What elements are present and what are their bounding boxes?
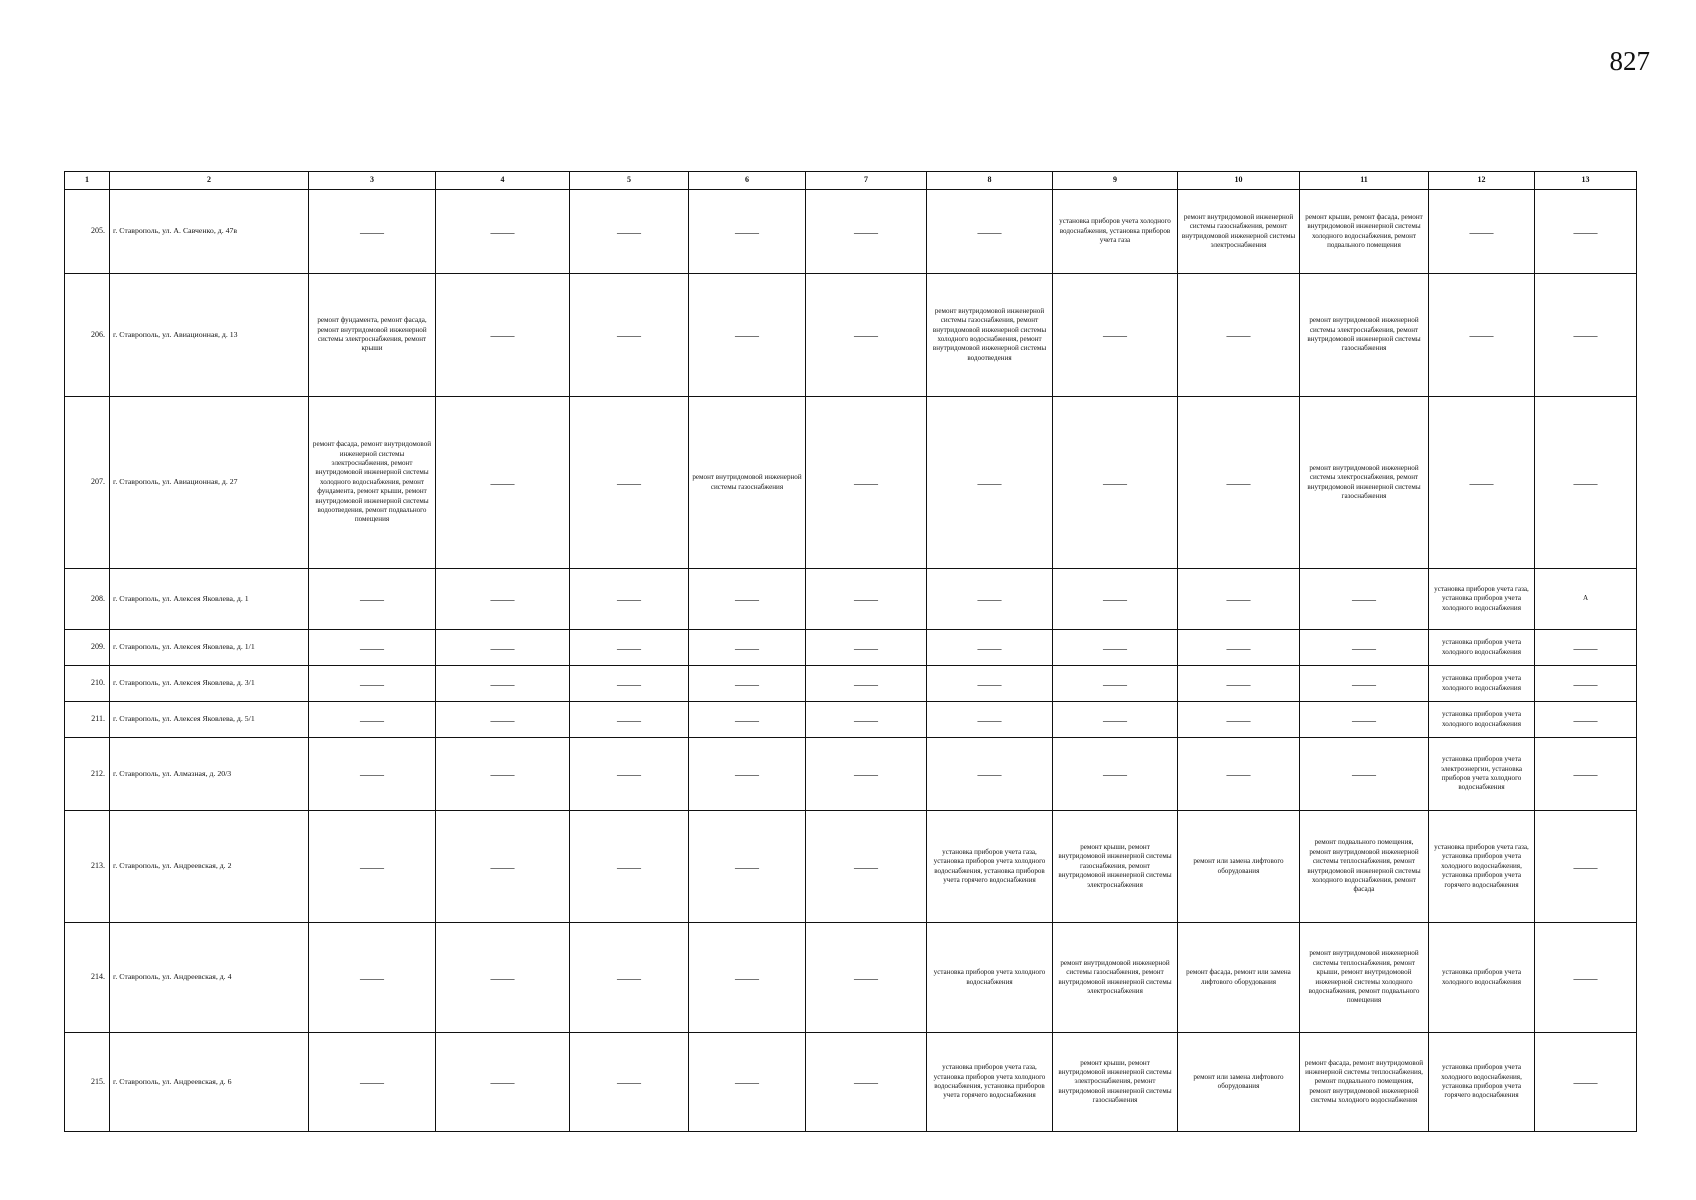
empty-dash-cell: —— — [806, 274, 927, 397]
table-row — [65, 923, 1637, 1033]
work-type-cell: ремонт внутридомовой инженерной системы газоснабжения, ремонт внутридомовой инженерной системы электроснабжения — [1053, 923, 1178, 1033]
empty-dash-cell: —— — [436, 190, 570, 274]
column-number: 10 — [1178, 172, 1300, 190]
work-type-cell: установка приборов учета газа, установка приборов учета холодного водоснабжения, установка приборов учета горячего водоснабжения — [927, 1033, 1053, 1132]
work-type-cell: установка приборов учета холодного водоснабжения — [927, 923, 1053, 1033]
work-type-cell: ремонт крыши, ремонт внутридомовой инженерной системы газоснабжения, ремонт внутридомовой инженерной системы электроснабжения — [1053, 811, 1178, 923]
column-number: 13 — [1535, 172, 1637, 190]
work-type-cell: ремонт внутридомовой инженерной системы электроснабжения, ремонт внутридомовой инженерной системы газоснабжения — [1300, 397, 1429, 569]
table-row — [65, 738, 1637, 811]
empty-dash-cell: —— — [1300, 666, 1429, 702]
page-number: 827 — [1609, 46, 1650, 76]
empty-dash-cell: —— — [927, 190, 1053, 274]
empty-dash-cell: —— — [436, 923, 570, 1033]
empty-dash-cell: —— — [309, 811, 436, 923]
empty-dash-cell: —— — [1535, 630, 1637, 666]
empty-dash-cell: —— — [927, 666, 1053, 702]
table-row — [65, 1033, 1637, 1132]
address-cell: г. Ставрополь, ул. Андреевская, д. 4 — [110, 923, 309, 1033]
address-cell: г. Ставрополь, ул. Авиационная, д. 13 — [110, 274, 309, 397]
empty-dash-cell: —— — [1535, 923, 1637, 1033]
row-number: 210. — [65, 666, 110, 702]
column-number: 12 — [1429, 172, 1535, 190]
empty-dash-cell: —— — [1053, 397, 1178, 569]
empty-dash-cell: —— — [436, 274, 570, 397]
empty-dash-cell: —— — [1053, 569, 1178, 630]
work-type-cell: установка приборов учета холодного водоснабжения — [1429, 630, 1535, 666]
work-type-cell: установка приборов учета холодного водоснабжения, установка приборов учета газа — [1053, 190, 1178, 274]
empty-dash-cell: —— — [570, 811, 689, 923]
empty-dash-cell: —— — [806, 630, 927, 666]
column-number: 11 — [1300, 172, 1429, 190]
empty-dash-cell: —— — [927, 569, 1053, 630]
empty-dash-cell: —— — [1535, 190, 1637, 274]
column-number: 5 — [570, 172, 689, 190]
address-cell: г. Ставрополь, ул. Алексея Яковлева, д. 1 — [110, 569, 309, 630]
empty-dash-cell: —— — [689, 738, 806, 811]
empty-dash-cell: —— — [309, 1033, 436, 1132]
empty-dash-cell: —— — [1429, 190, 1535, 274]
empty-dash-cell: —— — [570, 666, 689, 702]
table-row — [65, 630, 1637, 666]
empty-dash-cell: —— — [689, 811, 806, 923]
row-number: 212. — [65, 738, 110, 811]
empty-dash-cell: —— — [927, 738, 1053, 811]
empty-dash-cell: —— — [436, 666, 570, 702]
empty-dash-cell: —— — [436, 811, 570, 923]
empty-dash-cell: —— — [1178, 630, 1300, 666]
empty-dash-cell: —— — [570, 190, 689, 274]
empty-dash-cell: —— — [309, 190, 436, 274]
empty-dash-cell: —— — [436, 397, 570, 569]
empty-dash-cell: —— — [689, 569, 806, 630]
row-number: 205. — [65, 190, 110, 274]
row-number: 213. — [65, 811, 110, 923]
address-cell: г. Ставрополь, ул. Алмазная, д. 20/3 — [110, 738, 309, 811]
empty-dash-cell: —— — [1535, 274, 1637, 397]
empty-dash-cell: —— — [570, 569, 689, 630]
work-type-cell: установка приборов учета газа, установка приборов учета холодного водоснабжения, установка приборов учета горячего водоснабжения — [927, 811, 1053, 923]
empty-dash-cell: —— — [570, 397, 689, 569]
row-number: 209. — [65, 630, 110, 666]
table-row — [65, 702, 1637, 738]
empty-dash-cell: —— — [309, 666, 436, 702]
empty-dash-cell: —— — [436, 569, 570, 630]
column-number: 9 — [1053, 172, 1178, 190]
work-type-cell: установка приборов учета электроэнергии, установка приборов учета холодного водоснабжения — [1429, 738, 1535, 811]
empty-dash-cell: —— — [806, 811, 927, 923]
row-number: 215. — [65, 1033, 110, 1132]
empty-dash-cell: —— — [309, 569, 436, 630]
work-type-cell: А — [1535, 569, 1637, 630]
empty-dash-cell: —— — [1429, 397, 1535, 569]
empty-dash-cell: —— — [689, 274, 806, 397]
empty-dash-cell: —— — [689, 702, 806, 738]
empty-dash-cell: —— — [806, 702, 927, 738]
empty-dash-cell: —— — [1535, 1033, 1637, 1132]
work-type-cell: ремонт внутридомовой инженерной системы газоснабжения, ремонт внутридомовой инженерной системы холодного водоснабжения, ремонт внутридомовой инженерной системы водоотведения — [927, 274, 1053, 397]
address-cell: г. Ставрополь, ул. Алексея Яковлева, д. 3/1 — [110, 666, 309, 702]
empty-dash-cell: —— — [436, 702, 570, 738]
empty-dash-cell: —— — [570, 702, 689, 738]
table-row — [65, 811, 1637, 923]
empty-dash-cell: —— — [1178, 274, 1300, 397]
column-number: 1 — [65, 172, 110, 190]
column-number: 3 — [309, 172, 436, 190]
header-row — [65, 172, 1637, 190]
work-type-cell: ремонт фундамента, ремонт фасада, ремонт внутридомовой инженерной системы электроснабжения, ремонт крыши — [309, 274, 436, 397]
table-row — [65, 190, 1637, 274]
empty-dash-cell: —— — [927, 630, 1053, 666]
empty-dash-cell: —— — [570, 274, 689, 397]
column-number: 6 — [689, 172, 806, 190]
column-number: 4 — [436, 172, 570, 190]
empty-dash-cell: —— — [1053, 274, 1178, 397]
empty-dash-cell: —— — [1300, 569, 1429, 630]
column-number: 2 — [110, 172, 309, 190]
empty-dash-cell: —— — [806, 666, 927, 702]
work-type-cell: ремонт внутридомовой инженерной системы теплоснабжения, ремонт крыши, ремонт внутридомовой инженерной системы холодного водоснабжения, ремонт подвального помещения — [1300, 923, 1429, 1033]
empty-dash-cell: —— — [1053, 666, 1178, 702]
empty-dash-cell: —— — [1535, 397, 1637, 569]
empty-dash-cell: —— — [1178, 666, 1300, 702]
empty-dash-cell: —— — [1429, 274, 1535, 397]
repair-schedule-table — [64, 171, 1637, 1132]
empty-dash-cell: —— — [309, 923, 436, 1033]
empty-dash-cell: —— — [927, 702, 1053, 738]
work-type-cell: ремонт крыши, ремонт фасада, ремонт внутридомовой инженерной системы холодного водоснабжения, ремонт подвального помещения — [1300, 190, 1429, 274]
empty-dash-cell: —— — [689, 630, 806, 666]
row-number: 206. — [65, 274, 110, 397]
empty-dash-cell: —— — [689, 190, 806, 274]
empty-dash-cell: —— — [1535, 811, 1637, 923]
empty-dash-cell: —— — [806, 397, 927, 569]
empty-dash-cell: —— — [570, 630, 689, 666]
empty-dash-cell: —— — [570, 738, 689, 811]
table-row — [65, 569, 1637, 630]
empty-dash-cell: —— — [1053, 630, 1178, 666]
empty-dash-cell: —— — [689, 923, 806, 1033]
work-type-cell: ремонт фасада, ремонт внутридомовой инженерной системы теплоснабжения, ремонт подвального помещения, ремонт внутридомовой инженерной системы холодного водоснабжения — [1300, 1033, 1429, 1132]
work-type-cell: ремонт фасада, ремонт внутридомовой инженерной системы электроснабжения, ремонт внутридомовой инженерной системы холодного водоснабжения, ремонт фундамента, ремонт крыши, ремонт внутридомовой инженерной системы водоотведения, ремонт подвального помещения — [309, 397, 436, 569]
address-cell: г. Ставрополь, ул. Андреевская, д. 2 — [110, 811, 309, 923]
table-row — [65, 274, 1637, 397]
empty-dash-cell: —— — [1178, 569, 1300, 630]
work-type-cell: ремонт внутридомовой инженерной системы электроснабжения, ремонт внутридомовой инженерной системы газоснабжения — [1300, 274, 1429, 397]
empty-dash-cell: —— — [1535, 666, 1637, 702]
work-type-cell: установка приборов учета холодного водоснабжения — [1429, 702, 1535, 738]
empty-dash-cell: —— — [1178, 738, 1300, 811]
column-number: 7 — [806, 172, 927, 190]
row-number: 211. — [65, 702, 110, 738]
empty-dash-cell: —— — [1535, 702, 1637, 738]
work-type-cell: ремонт подвального помещения, ремонт внутридомовой инженерной системы теплоснабжения, ремонт внутридомовой инженерной системы холодного водоснабжения, ремонт фасада — [1300, 811, 1429, 923]
work-type-cell: установка приборов учета холодного водоснабжения — [1429, 666, 1535, 702]
empty-dash-cell: —— — [806, 190, 927, 274]
work-type-cell: ремонт внутридомовой инженерной системы газоснабжения, ремонт внутридомовой инженерной системы электроснабжения — [1178, 190, 1300, 274]
empty-dash-cell: —— — [1300, 630, 1429, 666]
work-type-cell: установка приборов учета холодного водоснабжения, установка приборов учета горячего водоснабжения — [1429, 1033, 1535, 1132]
empty-dash-cell: —— — [806, 1033, 927, 1132]
empty-dash-cell: —— — [806, 569, 927, 630]
address-cell: г. Ставрополь, ул. Алексея Яковлева, д. 1/1 — [110, 630, 309, 666]
address-cell: г. Ставрополь, ул. А. Савченко, д. 47в — [110, 190, 309, 274]
empty-dash-cell: —— — [1300, 738, 1429, 811]
empty-dash-cell: —— — [570, 1033, 689, 1132]
work-type-cell: ремонт крыши, ремонт внутридомовой инженерной системы электроснабжения, ремонт внутридомовой инженерной системы газоснабжения — [1053, 1033, 1178, 1132]
empty-dash-cell: —— — [1535, 738, 1637, 811]
empty-dash-cell: —— — [1053, 738, 1178, 811]
row-number: 207. — [65, 397, 110, 569]
empty-dash-cell: —— — [1053, 702, 1178, 738]
work-type-cell: ремонт или замена лифтового оборудования — [1178, 1033, 1300, 1132]
empty-dash-cell: —— — [927, 397, 1053, 569]
empty-dash-cell: —— — [436, 1033, 570, 1132]
empty-dash-cell: —— — [1300, 702, 1429, 738]
work-type-cell: ремонт внутридомовой инженерной системы газоснабжения — [689, 397, 806, 569]
work-type-cell: установка приборов учета газа, установка приборов учета холодного водоснабжения, установка приборов учета горячего водоснабжения — [1429, 811, 1535, 923]
empty-dash-cell: —— — [570, 923, 689, 1033]
empty-dash-cell: —— — [1178, 702, 1300, 738]
table-row — [65, 666, 1637, 702]
empty-dash-cell: —— — [309, 630, 436, 666]
empty-dash-cell: —— — [309, 702, 436, 738]
row-number: 208. — [65, 569, 110, 630]
address-cell: г. Ставрополь, ул. Андреевская, д. 6 — [110, 1033, 309, 1132]
empty-dash-cell: —— — [689, 1033, 806, 1132]
address-cell: г. Ставрополь, ул. Авиационная, д. 27 — [110, 397, 309, 569]
row-number: 214. — [65, 923, 110, 1033]
empty-dash-cell: —— — [806, 738, 927, 811]
table-row — [65, 397, 1637, 569]
work-type-cell: установка приборов учета холодного водоснабжения — [1429, 923, 1535, 1033]
empty-dash-cell: —— — [436, 738, 570, 811]
work-type-cell: ремонт фасада, ремонт или замена лифтового оборудования — [1178, 923, 1300, 1033]
address-cell: г. Ставрополь, ул. Алексея Яковлева, д. 5/1 — [110, 702, 309, 738]
empty-dash-cell: —— — [806, 923, 927, 1033]
work-type-cell: установка приборов учета газа, установка приборов учета холодного водоснабжения — [1429, 569, 1535, 630]
work-type-cell: ремонт или замена лифтового оборудования — [1178, 811, 1300, 923]
empty-dash-cell: —— — [436, 630, 570, 666]
empty-dash-cell: —— — [689, 666, 806, 702]
column-number: 8 — [927, 172, 1053, 190]
empty-dash-cell: —— — [1178, 397, 1300, 569]
empty-dash-cell: —— — [309, 738, 436, 811]
